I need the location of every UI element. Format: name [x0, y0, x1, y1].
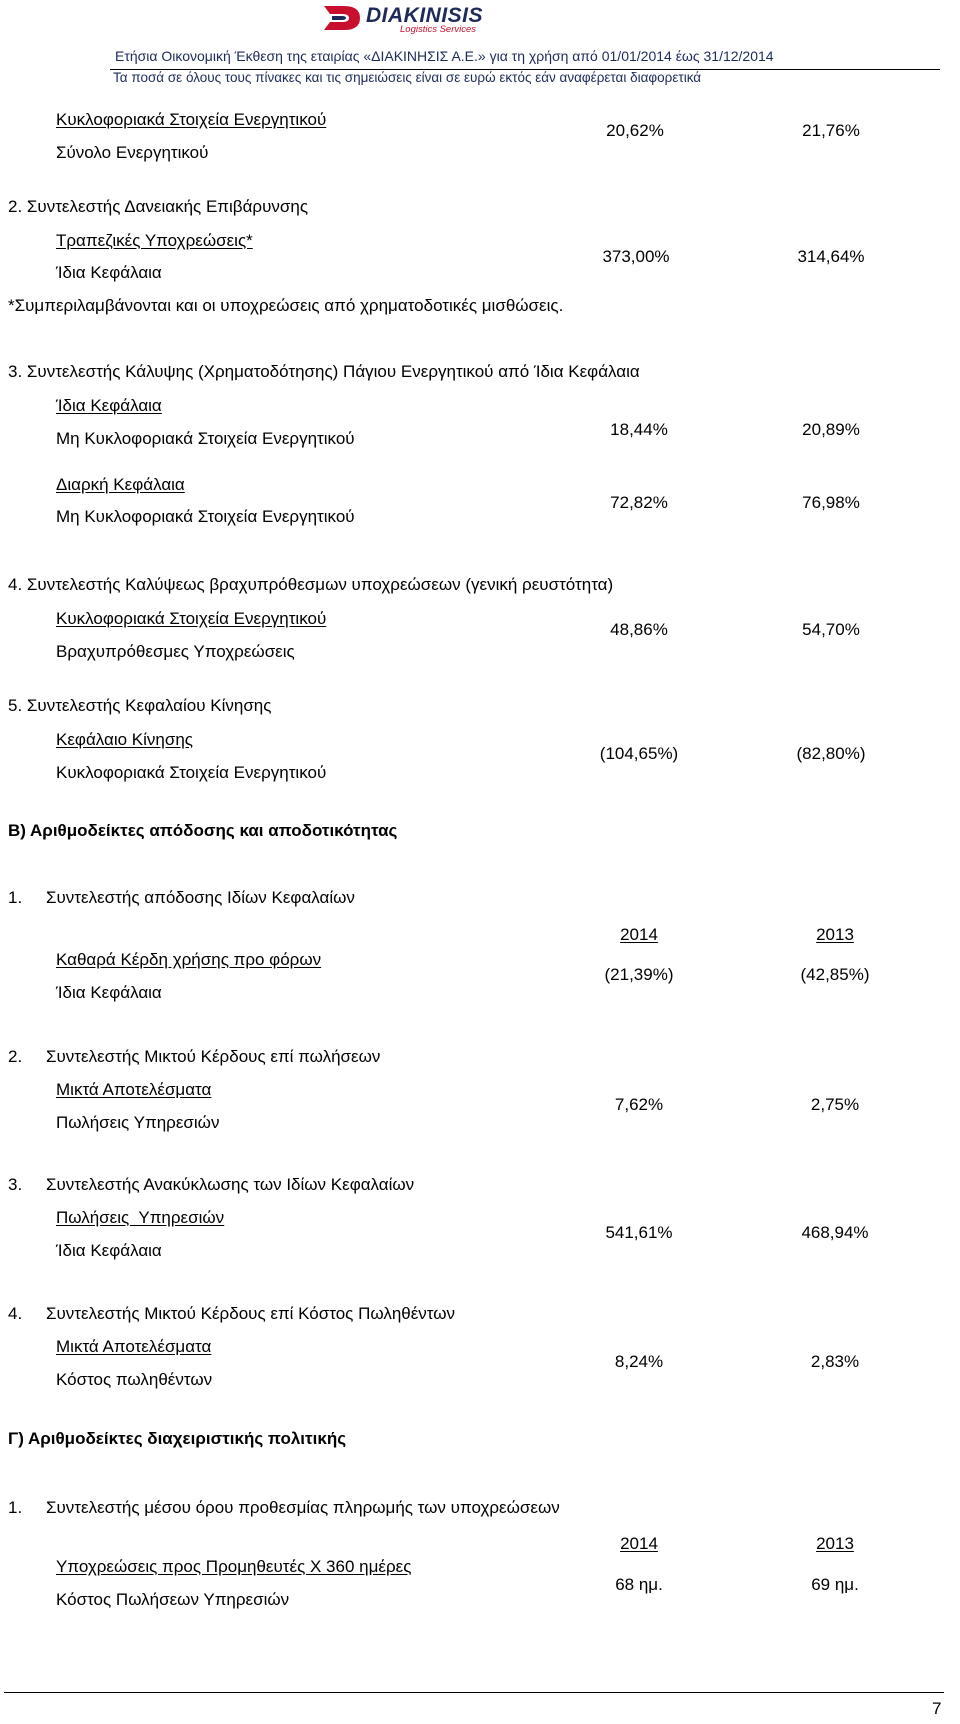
ratio-b1-numerator: Καθαρά Κέρδη χρήσης προ φόρων	[56, 950, 322, 969]
ratio-c1-title: Συντελεστής μέσου όρου προθεσμίας πληρωμής των υποχρεώσεων	[46, 1498, 560, 1517]
ratio-c1-value-2013: 69 ημ.	[811, 1575, 859, 1594]
ratio-b4-value-2013: 2,83%	[810, 1352, 860, 1371]
ratio-c1-denominator: Κόστος Πωλήσεων Υπηρεσιών	[56, 1590, 290, 1609]
ratio-b2-numerator: Μικτά Αποτελέσματα	[56, 1080, 212, 1099]
ratio-b4-value-2014: 8,24%	[614, 1352, 664, 1371]
ratio-a2-value-2013: 314,64%	[797, 247, 865, 266]
section-c-heading: Γ) Αριθμοδείκτες διαχειριστικής πολιτικής	[8, 1429, 347, 1448]
ratio-b1-title: Συντελεστής απόδοσης Ιδίων Κεφαλαίων	[46, 888, 355, 907]
ratio-b1-number: 1.	[8, 888, 23, 907]
ratio-a4-denominator: Βραχυπρόθεσμες Υποχρεώσεις	[56, 642, 295, 661]
ratio-a4-title: 4. Συντελεστής Καλύψεως βραχυπρόθεσμων υποχρεώσεων (γενική ρευστότητα)	[8, 575, 614, 594]
ratio-a2-value-2014: 373,00%	[602, 247, 670, 266]
ratio-a2-numerator: Τραπεζικές Υποχρεώσεις*	[56, 231, 253, 250]
ratio-b2-denominator: Πωλήσεις Υπηρεσιών	[56, 1113, 220, 1132]
report-header-title: Ετήσια Οικονομική Έκθεση της εταιρίας «ΔΙΑΚΙΝΗΣΙΣ Α.Ε.» για τη χρήση από 01/01/2014 έως 31/12/2014	[115, 48, 774, 64]
ratio-a5-denominator: Κυκλοφοριακά Στοιχεία Ενεργητικού	[56, 763, 327, 782]
ratio-b1-value-2013: (42,85%)	[800, 965, 870, 984]
ratio-a3-value-2014-1: 18,44%	[610, 420, 668, 439]
ratio-b2-title: Συντελεστής Μικτού Κέρδους επί πωλήσεων	[46, 1047, 381, 1066]
ratio-b3-number: 3.	[8, 1175, 23, 1194]
ratio-a3-value-2013-1: 20,89%	[802, 420, 860, 439]
ratio-b4-denominator: Κόστος πωληθέντων	[56, 1370, 213, 1389]
ratio-a5-value-2014: (104,65%)	[599, 744, 679, 763]
ratio-a5-title: 5. Συντελεστής Κεφαλαίου Κίνησης	[8, 696, 272, 715]
ratio-a3-numerator-1: Ίδια Κεφάλαια	[56, 396, 162, 415]
ratio-a3-value-2014-2: 72,82%	[610, 493, 668, 512]
ratio-b2-number: 2.	[8, 1047, 23, 1066]
ratio-b4-title: Συντελεστής Μικτού Κέρδους επί Κόστος Πωληθέντων	[46, 1304, 456, 1323]
ratio-a1-numerator: Κυκλοφοριακά Στοιχεία Ενεργητικού	[56, 110, 327, 129]
section-b-year-2014: 2014	[620, 925, 658, 944]
ratio-a1-value-2013: 21,76%	[802, 121, 860, 140]
ratio-a4-numerator: Κυκλοφοριακά Στοιχεία Ενεργητικού	[56, 609, 327, 628]
section-c-year-2013: 2013	[816, 1534, 854, 1553]
ratio-a3-value-2013-2: 76,98%	[802, 493, 860, 512]
ratio-a5-value-2013: (82,80%)	[796, 744, 866, 763]
ratio-c1-number: 1.	[8, 1498, 23, 1517]
section-c-year-2014: 2014	[620, 1534, 658, 1553]
ratio-a3-numerator-2: Διαρκή Κεφάλαια	[56, 475, 185, 494]
ratio-c1-numerator: Υποχρεώσεις προς Προμηθευτές X 360 ημέρες	[56, 1557, 412, 1576]
ratio-a3-title: 3. Συντελεστής Κάλυψης (Χρηματοδότησης) Πάγιου Ενεργητικού από Ίδια Κεφάλαια	[8, 362, 640, 381]
ratio-a3-denominator-1: Μη Κυκλοφοριακά Στοιχεία Ενεργητικού	[56, 429, 355, 448]
ratio-a4-value-2014: 48,86%	[610, 620, 668, 639]
company-logo	[322, 2, 552, 34]
ratio-b1-value-2014: (21,39%)	[604, 965, 674, 984]
ratio-a2-footnote: *Συμπεριλαμβάνονται και οι υποχρεώσεις από χρηματοδοτικές μισθώσεις.	[8, 296, 564, 315]
ratio-b2-value-2014: 7,62%	[614, 1095, 664, 1114]
ratio-a2-title: 2. Συντελεστής Δανειακής Επιβάρυνσης	[8, 197, 309, 216]
ratio-b3-title: Συντελεστής Ανακύκλωσης των Ιδίων Κεφαλαίων	[46, 1175, 415, 1194]
ratio-a1-value-2014: 20,62%	[606, 121, 664, 140]
ratio-a5-numerator: Κεφάλαιο Κίνησης	[56, 730, 194, 749]
page-number: 7	[932, 1699, 942, 1718]
ratio-a2-denominator: Ίδια Κεφάλαια	[56, 263, 162, 282]
ratio-a4-value-2013: 54,70%	[802, 620, 860, 639]
ratio-b4-number: 4.	[8, 1304, 23, 1323]
ratio-b4-numerator: Μικτά Αποτελέσματα	[56, 1337, 212, 1356]
logo-sub-text: Logistics Services	[400, 24, 477, 35]
ratio-b3-value-2014: 541,61%	[605, 1223, 673, 1242]
section-b-year-2013: 2013	[816, 925, 854, 944]
report-header-note: Τα ποσά σε όλους τους πίνακες και τις σημειώσεις είναι σε ευρώ εκτός εάν αναφέρεται διαφορετικά	[113, 70, 702, 85]
logo-brand-text: DIAKINISIS	[366, 4, 484, 27]
ratio-a3-denominator-2: Μη Κυκλοφοριακά Στοιχεία Ενεργητικού	[56, 507, 355, 526]
footer-divider	[4, 1692, 944, 1693]
ratio-b2-value-2013: 2,75%	[810, 1095, 860, 1114]
header-divider	[110, 69, 940, 70]
ratio-c1-value-2014: 68 ημ.	[615, 1575, 663, 1594]
ratio-b3-value-2013: 468,94%	[801, 1223, 869, 1242]
ratio-b1-denominator: Ίδια Κεφάλαια	[56, 983, 162, 1002]
section-b-heading: Β) Αριθμοδείκτες απόδοσης και αποδοτικότητας	[8, 821, 398, 840]
ratio-a1-denominator: Σύνολο Ενεργητικού	[56, 143, 209, 162]
ratio-b3-denominator: Ίδια Κεφάλαια	[56, 1241, 162, 1260]
ratio-b3-numerator: Πωλήσεις Υπηρεσιών	[56, 1208, 225, 1227]
